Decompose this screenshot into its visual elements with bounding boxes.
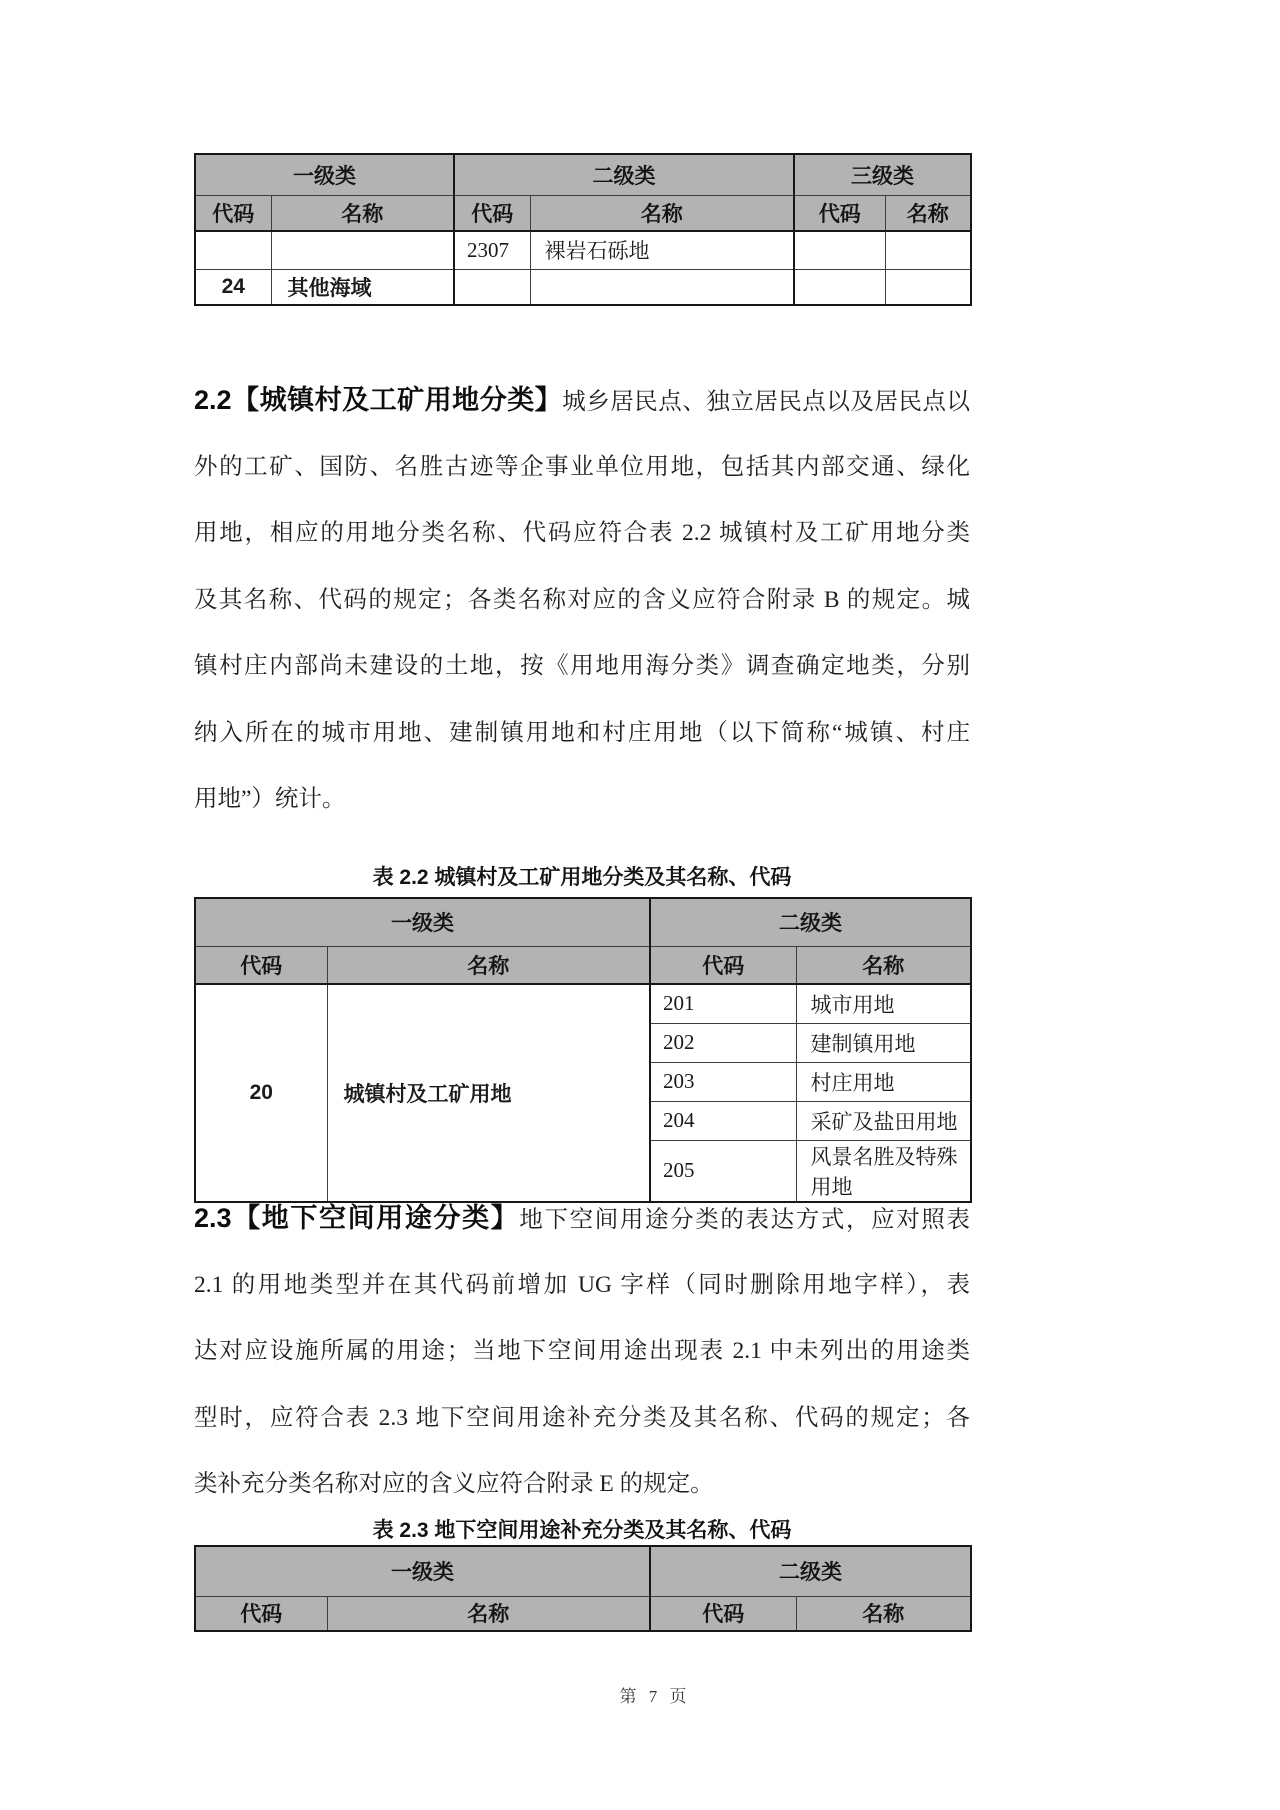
text-line: 外的工矿、国防、名胜古迹等企事业单位用地，包括其内部交通、绿化	[194, 453, 970, 480]
cell-l2-code: 2307	[454, 231, 530, 269]
primary-code-cell: 20	[195, 984, 327, 1202]
cell-l3-code	[794, 269, 885, 305]
cell-l2-code	[454, 269, 530, 305]
level1-class-header: 一级类	[195, 898, 650, 946]
secondary-name-cell: 建制镇用地	[796, 1023, 971, 1062]
text-line: 镇村庄内部尚未建设的土地，按《用地用海分类》调查确定地类，分别	[194, 653, 970, 679]
table-2-2-caption: 表 2.2 城镇村及工矿用地分类及其名称、代码	[372, 866, 792, 889]
name-header: 名称	[271, 195, 454, 231]
code-header: 代码	[195, 195, 271, 231]
table-2-3-caption: 表 2.3 地下空间用途补充分类及其名称、代码	[372, 1519, 792, 1542]
page-number: 第 7 页	[619, 1687, 691, 1706]
secondary-name-cell: 采矿及盐田用地	[796, 1101, 971, 1140]
code-header: 代码	[195, 1596, 327, 1631]
table-2-1-continuation	[194, 153, 972, 306]
name-header: 名称	[796, 1596, 971, 1631]
secondary-code-cell: 201	[650, 984, 796, 1023]
section-2-3-paragraph	[194, 1185, 970, 1518]
secondary-code-cell: 203	[650, 1062, 796, 1101]
cell-l2-name	[530, 269, 794, 305]
secondary-code-cell: 202	[650, 1023, 796, 1062]
section-2-2-paragraph	[194, 367, 970, 833]
text-line	[194, 1185, 970, 1252]
text-line: 型时，应符合表 2.3 地下空间用途补充分类及其名称、代码的规定；各	[194, 1404, 970, 1431]
table-2-3	[194, 1545, 972, 1632]
text-line	[194, 367, 970, 434]
text-line: 用地”）统计。	[194, 786, 346, 812]
table-2-2	[194, 897, 972, 1203]
code-header: 代码	[794, 195, 885, 231]
text-line: 类补充分类名称对应的含义应符合附录 E 的规定。	[194, 1471, 714, 1497]
secondary-code-cell: 205	[650, 1140, 796, 1202]
code-header: 代码	[650, 1596, 796, 1631]
secondary-name-cell: 风景名胜及特殊用地	[796, 1140, 971, 1202]
cell-l1-name: 其他海域	[271, 269, 454, 305]
cell-l3-name	[885, 231, 971, 269]
text-line: 及其名称、代码的规定；各类名称对应的含义应符合附录 B 的规定。城	[194, 586, 970, 613]
name-header: 名称	[327, 1596, 650, 1631]
name-header: 名称	[530, 195, 794, 231]
cell-l1-name	[271, 231, 454, 269]
table-row	[195, 984, 971, 1023]
primary-name-cell: 城镇村及工矿用地	[327, 984, 650, 1202]
cell-l3-code	[794, 231, 885, 269]
code-header: 代码	[195, 946, 327, 984]
level1-class-header: 一级类	[195, 1546, 650, 1596]
cell-l3-name	[885, 269, 971, 305]
cell-l2-name: 裸岩石砾地	[530, 231, 794, 269]
code-header: 代码	[454, 195, 530, 231]
table-row	[195, 231, 971, 269]
cell-l1-code: 24	[195, 269, 271, 305]
level2-class-header: 二级类	[454, 154, 794, 195]
cell-l1-code	[195, 231, 271, 269]
name-header: 名称	[796, 946, 971, 984]
name-header: 名称	[885, 195, 971, 231]
text-run: 地下空间用途分类的表达方式，应对照表	[519, 1207, 970, 1233]
text-line: 2.1 的用地类型并在其代码前增加 UG 字样（同时删除用地字样），表	[194, 1271, 970, 1298]
text-run: 城乡居民点、独立居民点以及居民点以	[562, 389, 970, 415]
table-row	[195, 269, 971, 305]
level2-class-header: 二级类	[650, 1546, 971, 1596]
code-header: 代码	[650, 946, 796, 984]
level2-class-header: 二级类	[650, 898, 971, 946]
section-2-3-heading: 2.3【地下空间用途分类】	[194, 1203, 520, 1233]
name-header: 名称	[327, 946, 650, 984]
text-line: 达对应设施所属的用途；当地下空间用途出现表 2.1 中未列出的用途类	[194, 1338, 970, 1364]
secondary-name-cell: 城市用地	[796, 984, 971, 1023]
secondary-name-cell: 村庄用地	[796, 1062, 971, 1101]
text-line: 纳入所在的城市用地、建制镇用地和村庄用地（以下简称“城镇、村庄	[194, 719, 970, 746]
section-2-2-heading: 2.2【城镇村及工矿用地分类】	[194, 385, 563, 415]
text-line: 用地，相应的用地分类名称、代码应符合表 2.2 城镇村及工矿用地分类	[194, 520, 970, 546]
level3-class-header: 三级类	[794, 154, 971, 195]
secondary-code-cell: 204	[650, 1101, 796, 1140]
level1-class-header: 一级类	[195, 154, 454, 195]
